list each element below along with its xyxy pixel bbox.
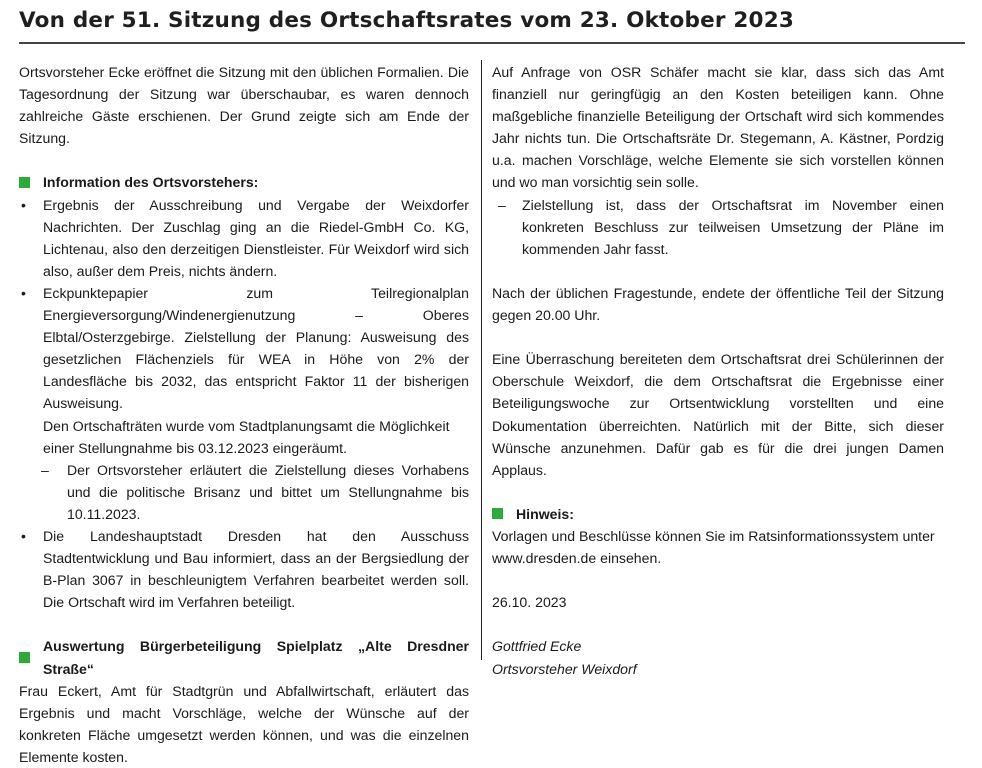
hint-heading-text: Hinweis:: [516, 505, 574, 522]
date-text: 26.10. 2023: [492, 594, 567, 611]
hint-paragraph: Vorlagen und Beschlüsse können Sie im Ratsinformationssystem unter www.dresden.de einsehen.: [492, 527, 935, 567]
signature-name: Gottfried Ecke: [492, 638, 582, 655]
info-heading-text: Information des Ortsvorstehers:: [43, 174, 259, 191]
dash-item: [19, 459, 469, 525]
info-heading: [19, 171, 469, 193]
title-rule: [19, 42, 965, 44]
list-item: [19, 194, 469, 282]
funding-paragraph: Auf Anfrage von OSR Schäfer macht sie klar, dass sich das Amt finanziell nur geringfügig an den Kosten beteiligen kann. Ohne maßgebliche finanzielle Beteiligung der Ortschaft wird sich kommendes Jahr nichts tun. Die Ortschaftsräte Dr. Stegemann, A. Kästner, Pordzig u.a. machen Vorschläge, welche Elemente sie sich vorstellen können und wo man vorsichtig sein solle.: [492, 64, 944, 191]
bullet-text: Die Landeshauptstadt Dresden hat den Ausschuss Stadtentwicklung und Bau informiert, dass an der Bergsiedlung der B-Plan 3067 in beschleunigtem Verfahren bearbeitet werden soll. Die Ortschaft wird im Verfahren beteiligt.: [43, 527, 469, 611]
spacer: [492, 326, 944, 348]
bullet-icon: •: [21, 527, 26, 544]
column-divider: [481, 60, 482, 660]
evaluation-heading-text: Auswertung Bürgerbeteiligung Spielplatz „Alte Dresdner Straße“: [43, 638, 469, 677]
list-item: [19, 282, 469, 415]
spacer: [19, 613, 469, 635]
green-square-icon: [492, 508, 503, 519]
signature-role: Ortsvorsteher Weixdorf: [492, 660, 637, 677]
bullet-text: Eckpunktepapier zum Teilregionalplan Energieversorgung/Windenergienutzung – Oberes Elbtal/Osterzgebirge. Zielstellung der Planung: Ausweisung des gesetzlichen Flächenziels für WEA in Höhe von 2% der Landesfläche bis 2032, das entspricht Faktor 11 der bisherigen Ausweisung.: [43, 284, 469, 412]
spacer: [492, 613, 944, 635]
bullet-icon: •: [21, 284, 26, 301]
end-paragraph: Nach der üblichen Fragestunde, endete der öffentliche Teil der Sitzung gegen 20.00 Uhr.: [492, 284, 944, 324]
dash-icon: –: [41, 461, 49, 478]
bullet-text: Ergebnis der Ausschreibung und Vergabe der Weixdorfer Nachrichten. Der Zuschlag ging an die Riedel-GmbH Co. KG, Lichtenau, also den derzeitigen Dienstleister. Für Weixdorf wird sich also, außer dem Preis, nichts ändern.: [43, 196, 469, 279]
hint-heading: [492, 503, 944, 525]
surprise-paragraph: Eine Überraschung bereiteten dem Ortschaftsrat drei Schülerinnen der Oberschule Weixdorf, die dem Ortschaftsrat die Ergebnisse einer Beteiligungswoche zur Ortsentwicklung vorstellten und eine Dokumentation überreichten. Natürlich mit der Bitte, sich dieser Wünsche anzunehmen. Dafür gab es für die drei jungen Damen Applaus.: [492, 351, 944, 478]
green-square-icon: [19, 652, 30, 663]
dash-item: [492, 194, 944, 260]
dash-icon: –: [498, 196, 506, 213]
evaluation-paragraph: Frau Eckert, Amt für Stadtgrün und Abfallwirtschaft, erläutert das Ergebnis und macht Vorschläge, welche der Wünsche auf der konkreten Fläche umgesetzt werden können, und was die einzelnen Elemente kosten.: [19, 682, 469, 765]
right-column: [492, 61, 944, 680]
list-item: [19, 525, 469, 613]
spacer: [492, 260, 944, 282]
evaluation-heading: [19, 635, 469, 679]
page-title: Von der 51. Sitzung des Ortschaftsrates vom 23. Oktober 2023: [19, 8, 795, 33]
green-square-icon: [19, 177, 30, 188]
spacer: [492, 569, 944, 591]
dash-text: Zielstellung ist, dass der Ortschaftsrat im November einen konkreten Beschluss zur teilweisen Umsetzung der Pläne im kommenden Jahr fasst.: [522, 196, 944, 257]
spacer: [19, 149, 469, 171]
spacer: [492, 481, 944, 503]
bullet-icon: •: [21, 196, 26, 213]
intro-paragraph: Ortsvorsteher Ecke eröffnet die Sitzung mit den üblichen Formalien. Die Tagesordnung der Sitzung war überschaubar, es waren dennoch zahlreiche Gäste erschienen. Der Grund zeigte sich am Ende der Sitzung.: [19, 64, 469, 147]
bullet-continuation: Den Ortschafträten wurde vom Stadtplanungsamt die Möglichkeit einer Stellungnahme bis 03.12.2023 eingeräumt.: [43, 417, 450, 456]
dash-text: Der Ortsvorsteher erläutert die Zielstellung dieses Vorhabens und die politische Brisanz und bittet um Stellungnahme bis 10.11.2023.: [67, 461, 469, 522]
left-column: [19, 61, 469, 768]
